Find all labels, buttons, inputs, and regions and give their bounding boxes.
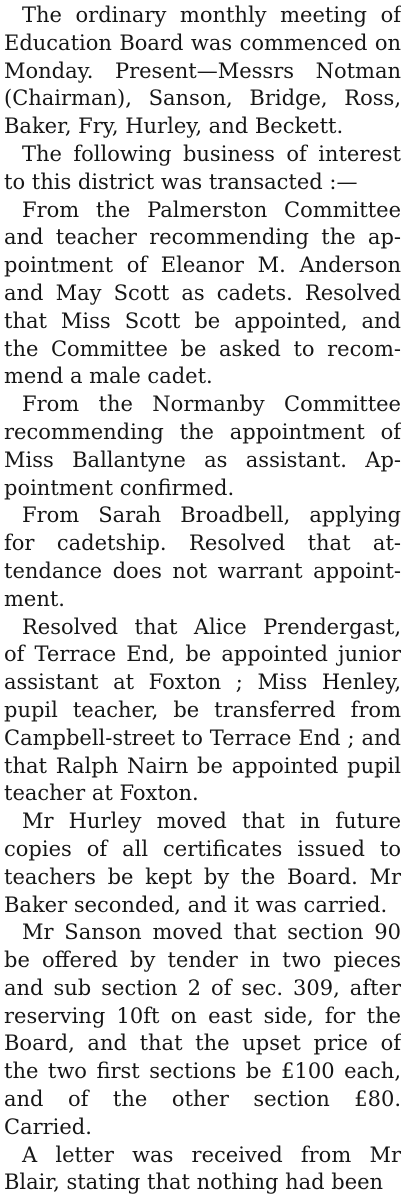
text-line: of Terrace End, be appointed junior (4, 642, 401, 667)
text-line: for cadetship. Resolved that at- (4, 531, 401, 556)
text-line: and teacher recommending the ap- (4, 225, 401, 250)
text-line: Board, and that the upset price of (4, 1031, 401, 1056)
text-line: mend a male cadet. (4, 364, 213, 389)
text-line: The following business of interest (22, 141, 401, 166)
paragraph-palmerston-committee (4, 197, 401, 392)
text-line: pupil teacher, be transferred from (4, 697, 401, 722)
paragraph-blair-letter (4, 1142, 401, 1197)
text-line: teachers be kept by the Board. Mr (4, 864, 401, 889)
text-line: Education Board was commenced on (4, 30, 401, 55)
text-line: From the Normanby Committee (22, 392, 401, 417)
text-line: (Chairman), Sanson, Bridge, Ross, (4, 86, 401, 111)
text-line: Monday. Present—Messrs Notman (4, 58, 401, 83)
text-line: that Miss Scott be appointed, and (4, 308, 401, 333)
text-line: and May Scott as cadets. Resolved (4, 280, 401, 305)
text-line: Baker, Fry, Hurley, and Beckett. (4, 114, 344, 139)
text-line: From the Palmerston Committee (22, 197, 401, 222)
text-line: Carried. (4, 1114, 92, 1139)
text-line: recommending the appointment of (4, 419, 401, 444)
text-line: and of the other section £80. (4, 1087, 401, 1112)
text-line: the two first sections be £100 each, (4, 1059, 401, 1084)
text-line: Baker seconded, and it was carried. (4, 892, 388, 917)
text-line: copies of all certificates issued to (4, 836, 401, 861)
paragraph-certificates-motion (4, 808, 401, 919)
text-line: and sub section 2 of sec. 309, after (4, 975, 401, 1000)
text-line: From Sarah Broadbell, applying (22, 503, 401, 528)
text-line: that Ralph Nairn be appointed pupil (4, 753, 401, 778)
paragraph-meeting-intro (4, 2, 401, 141)
paragraph-business-intro (4, 141, 401, 197)
text-line: A letter was received from Mr (22, 1142, 401, 1167)
text-line: Mr Hurley moved that in future (22, 809, 401, 834)
paragraph-section-tender-motion (4, 919, 401, 1141)
text-line: tendance does not warrant appoint- (4, 558, 401, 583)
text-line: to this district was transacted :— (4, 169, 358, 194)
text-line: Resolved that Alice Prendergast, (22, 614, 401, 639)
paragraph-appointments-resolution (4, 614, 401, 809)
text-line: pointment of Eleanor M. Anderson (4, 253, 401, 278)
text-line: Campbell-street to Terrace End ; and (4, 725, 401, 750)
paragraph-broadbell-application (4, 502, 401, 613)
text-line: assistant at Foxton ; Miss Henley, (4, 670, 401, 695)
text-line: Blair, stating that nothing had been (4, 1170, 384, 1195)
text-line: reserving 10ft on east side, for the (4, 1003, 401, 1028)
text-line: teacher at Foxton. (4, 781, 199, 806)
text-line: The ordinary monthly meeting of (22, 3, 401, 27)
text-line: Miss Ballantyne as assistant. Ap- (4, 447, 401, 472)
text-line: the Committee be asked to recom- (4, 336, 401, 361)
text-line: be offered by tender in two pieces (4, 948, 401, 973)
text-line: pointment confirmed. (4, 475, 235, 500)
paragraph-normanby-committee (4, 391, 401, 502)
text-line: ment. (4, 586, 65, 611)
text-line: Mr Sanson moved that section 90 (22, 920, 401, 945)
